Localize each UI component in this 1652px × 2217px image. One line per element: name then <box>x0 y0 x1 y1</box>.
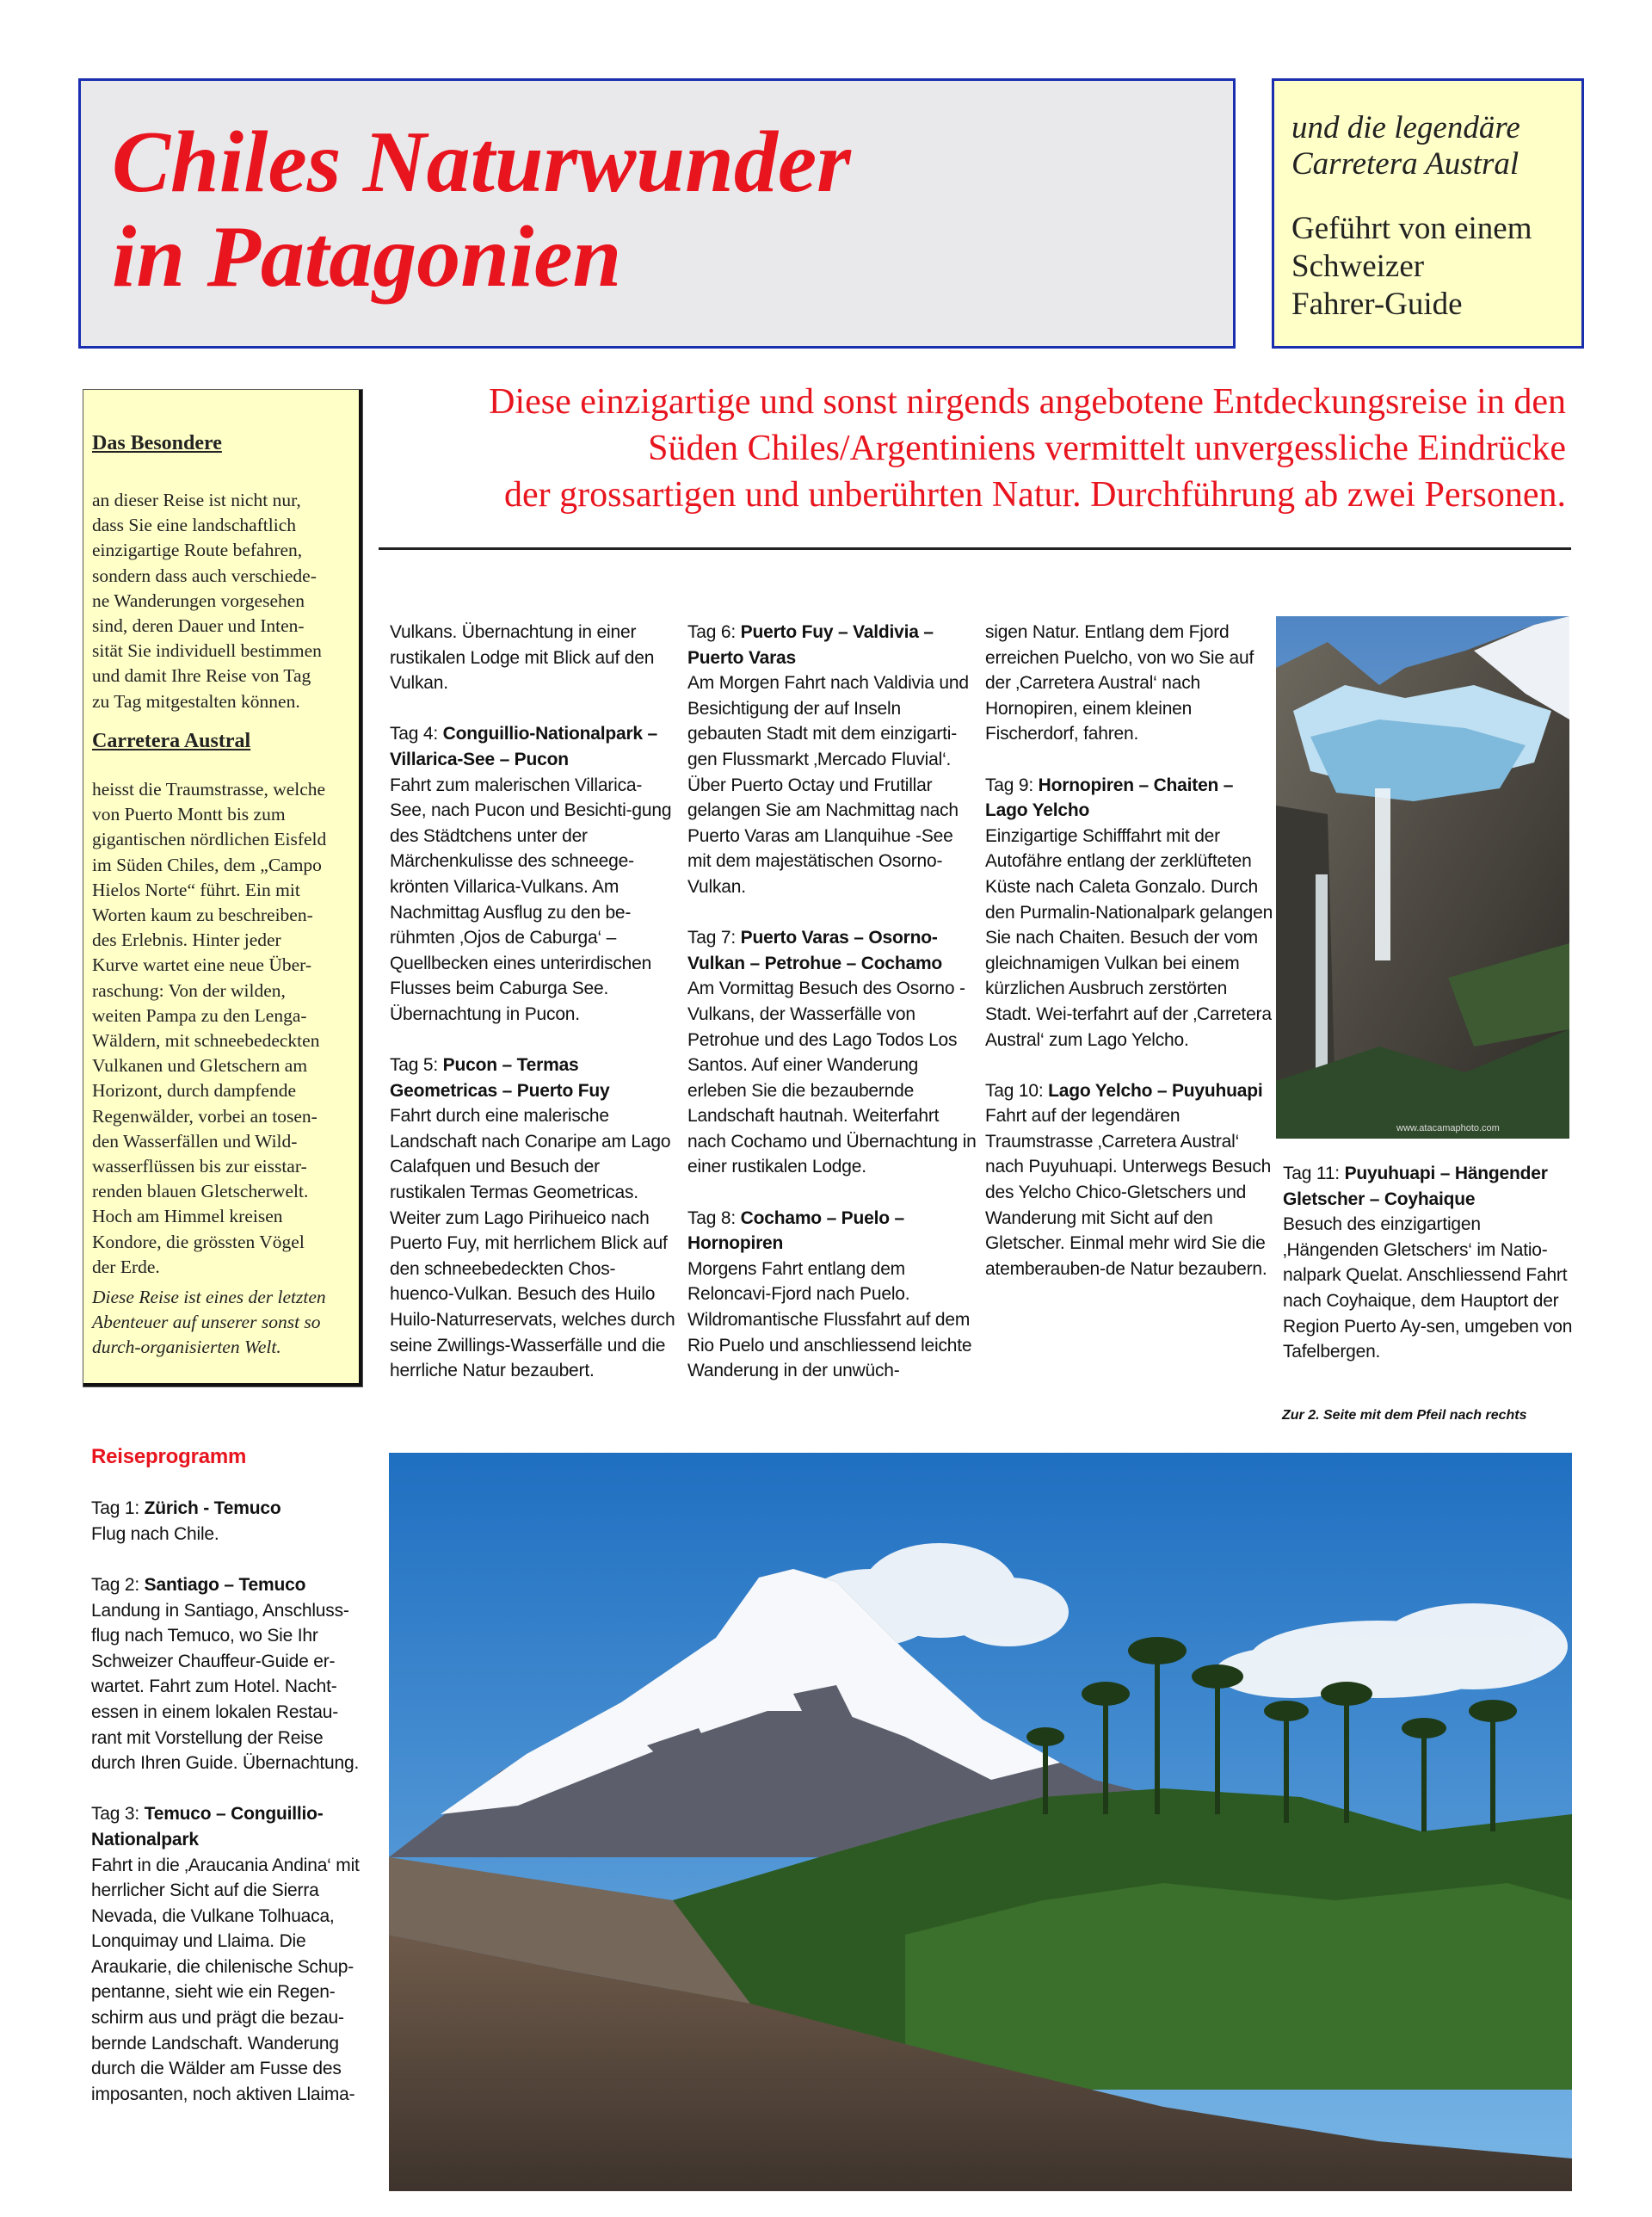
program-heading: Reiseprogramm <box>91 1445 247 1468</box>
special-heading-1: Das Besondere <box>92 432 222 454</box>
intro-line-2: Süden Chiles/Argentiniens vermittelt unvergessliche Eindrücke <box>648 429 1566 468</box>
special-body-2-line: weiten Pampa zu den Lenga- <box>92 1004 307 1026</box>
special-closing-line: Abenteuer auf unserer sonst so <box>92 1312 321 1333</box>
special-body-1-line: sität Sie individuell bestimmen <box>92 640 322 662</box>
special-body-1-line: einzigartige Route befahren, <box>92 540 303 561</box>
special-body-2-line: wasserflüssen bis zur eisstar- <box>92 1156 307 1177</box>
subtitle-line-2: Carretera Austral <box>1291 146 1519 182</box>
day4-entry: Tag 4: Conguillio-Nationalpark – Villarica-See – Pucon Fahrt zum malerischen Villarica-See, nach Pucon und Besichti-gung des Städtchens unter der Märchenkulisse des schneege-krönten Villarica-Vulkans. Am Nachmittag Ausflug zu den be-rühmten ‚Ojos de Caburga‘ – Quellbecken eines unterirdischen Flusses beim Caburga See. Übernachtung in Pucon. <box>390 724 672 1024</box>
special-body-2-line: raschung: Von der wilden, <box>92 979 286 1001</box>
day6-entry: Tag 6: Puerto Fuy – Valdivia – Puerto Varas Am Morgen Fahrt nach Valdivia und Besichtigung der auf Inseln gebauten Stadt mit dem einzigarti-gen Flussmarkt ‚Mercado Fluvial‘. Über Puerto Octay und Frutillar gelangen Sie am Nachmittag nach Puerto Varas am Llanquihue -See mit dem majestätischen Osorno-Vulkan. <box>687 622 969 897</box>
day10-entry: Tag 10: Lago Yelcho – Puyuhuapi Fahrt auf der legendären Traumstrasse ‚Carretera Austral‘ nach Puyuhuapi. Unterwegs Besuch des Yelcho Chico-Gletschers und Wanderung mit Sicht auf den Gletscher. Einmal mehr wird Sie die atemberauben-de Natur bezaubern. <box>985 1080 1272 1279</box>
special-body-2-line: Wäldern, mit schneebedeckten <box>92 1030 320 1052</box>
program-column-3 <box>985 620 1275 1307</box>
special-body-1 <box>92 488 355 714</box>
special-body-2-line: Regenwälder, vorbei an tosen- <box>92 1105 317 1127</box>
day5-entry: Tag 5: Pucon – Termas Geometricas – Puerto Fuy Fahrt durch eine malerische Landschaft nach Conaripe am Lago Calafquen und Besuch der rustikalen Termas Geometricas. Weiter zum Lago Pirihueico nach Puerto Fuy, mit herrlichem Blick auf den schneebedeckten Chos-huenco-Vulkan. Besuch des Huilo Huilo-Naturreservats, welches durch seine Zwillings-Wasserfälle und die herrliche Natur bezaubert. <box>390 1055 675 1381</box>
special-body-2-line: Kondore, die grössten Vögel <box>92 1231 305 1252</box>
special-features-box <box>83 389 363 1387</box>
title-box <box>78 78 1236 349</box>
program-column-4 <box>1283 1161 1575 1390</box>
intro-line-1: Diese einzigartige und sonst nirgends angebotene Entdeckungsreise in den <box>489 382 1566 422</box>
volcano-araucaria-photo <box>389 1453 1572 2191</box>
day2-entry: Tag 2: Santiago – Temuco Landung in Santiago, Anschluss-flug nach Temuco, wo Sie Ihr Schweizer Chauffeur-Guide er-wartet. Fahrt zum Hotel. Nacht-essen in einem lokalen Restau-rant mit Vorstellung der Reise durch Ihren Guide. Übernachtung. <box>91 1574 360 1774</box>
special-body-2 <box>92 777 355 1280</box>
special-body-2-line: renden blauen Gletscherwelt. <box>92 1181 309 1202</box>
day1-entry: Tag 1: Zürich - Temuco Flug nach Chile. <box>91 1498 281 1544</box>
guide-line-3: Fahrer-Guide <box>1291 287 1463 322</box>
special-body-1-line: und damit Ihre Reise von Tag <box>92 665 311 687</box>
special-closing-line: Diese Reise ist eines der letzten <box>92 1287 326 1307</box>
special-closing-line: durch-organisierten Welt. <box>92 1337 281 1358</box>
special-body-1-line: an dieser Reise ist nicht nur, <box>92 490 301 510</box>
special-body-2-line: von Puerto Montt bis zum <box>92 804 286 825</box>
program-column-1 <box>390 620 678 1409</box>
special-body-2-line: der Erde. <box>92 1256 160 1277</box>
special-body-1-line: zu Tag mitgestalten können. <box>92 690 300 712</box>
program-column-2 <box>687 620 977 1409</box>
special-heading-2: Carretera Austral <box>92 730 251 752</box>
special-body-1-line: sondern dass auch verschiede- <box>92 565 317 586</box>
guide-line-2: Schweizer <box>1291 249 1425 284</box>
hanging-glacier-photo <box>1276 616 1569 1139</box>
glacier-illustration <box>1276 616 1569 1139</box>
day11-entry: Tag 11: Puyuhuapi – Hängender Gletscher – Coyhaique Besuch des einzigartigen ‚Hängenden Gletschers‘ im Natio-nalpark Quelat. Anschliessend Fahrt nach Coyhaique, dem Hauptort der Region Puerto Ay-sen, umgeben von Tafelbergen. <box>1283 1164 1573 1362</box>
special-body-2-line: gigantischen nördlichen Eisfeld <box>92 829 327 850</box>
title-line-1: Chiles Naturwunder <box>112 114 851 211</box>
day3-entry: Tag 3: Temuco – Conguillio-Nationalpark Fahrt in die ‚Araucania Andina‘ mit herrlicher Sicht auf die Sierra Nevada, die Vulkane Tolhuaca, Lonquimay und Llaima. Die Araukarie, die chilenische Schup-pentanne, sieht wie ein Regen-schirm aus und prägt die bezau-bernde Landschaft. Wanderung durch die Wälder am Fusse des imposanten, noch aktiven Llaima- <box>91 1804 360 2104</box>
subtitle-box <box>1272 78 1584 349</box>
day9-entry: Tag 9: Hornopiren – Chaiten – Lago Yelcho Einzigartige Schifffahrt mit der Autofähre entlang der zerklüfteten Küste nach Caleta Gonzalo. Durch den Purmalin-Nationalpark gelangen Sie nach Chaiten. Besuch der vom gleichnamigen Vulkan bei einem kürzlichen Ausbruch zerstörten Stadt. Wei-terfahrt auf der ‚Carretera Austral‘ zum Lago Yelcho. <box>985 775 1273 1050</box>
special-body-2-line: Worten kaum zu beschreiben- <box>92 905 313 926</box>
day7-entry: Tag 7: Puerto Varas – Osorno-Vulkan – Petrohue – Cochamo Am Vormittag Besuch des Osorno -Vulkans, der Wasserfälle von Petrohue und des Lago Todos Los Santos. Auf einer Wanderung erleben Sie die bezaubernde Landschaft hautnah. Weiterfahrt nach Cochamo und Übernachtung in einer rustikalen Lodge. <box>687 928 977 1177</box>
title-line-2: in Patagonien <box>112 208 622 306</box>
special-body-2-line: des Erlebnis. Hinter jeder <box>92 929 281 951</box>
glacier-watermark: www.atacamaphoto.com <box>1396 1123 1500 1133</box>
special-body-2-line: Vulkanen und Gletschern am <box>92 1055 308 1077</box>
guide-line-1: Geführt von einem <box>1291 211 1532 246</box>
volcano-illustration <box>389 1453 1572 2191</box>
special-body-2-line: Horizont, durch dampfende <box>92 1080 297 1102</box>
day3-continued: Vulkans. Übernachtung in einer rustikalen Lodge mit Blick auf den Vulkan. <box>390 622 655 694</box>
special-body-1-line: sind, deren Dauer und Inten- <box>92 615 305 637</box>
next-page-note: Zur 2. Seite mit dem Pfeil nach rechts <box>1282 1408 1527 1423</box>
special-body-2-line: Kurve wartet eine neue Über- <box>92 954 312 976</box>
special-closing <box>92 1285 355 1361</box>
special-body-2-line: Hielos Norte“ führt. Ein mit <box>92 879 300 900</box>
special-body-1-line: ne Wanderungen vorgesehen <box>92 590 305 611</box>
special-body-2-line: im Süden Chiles, dem „Campo <box>92 854 322 875</box>
special-body-2-line: heisst die Traumstrasse, welche <box>92 779 326 800</box>
day8-entry: Tag 8: Cochamo – Puelo – Hornopiren Morgens Fahrt entlang dem Reloncavi-Fjord nach Puelo. Wildromantische Flussfahrt auf dem Rio Puelo und anschliessend leichte Wanderung in der unwüch- <box>687 1207 972 1381</box>
special-body-2-line: Hoch am Himmel kreisen <box>92 1206 283 1227</box>
program-column-0 <box>91 1444 367 2133</box>
special-body-1-line: dass Sie eine landschaftlich <box>92 515 297 536</box>
intro-line-3: der grossartigen und unberührten Natur. Durchführung ab zwei Personen. <box>504 475 1566 515</box>
subtitle-line-1: und die legendäre <box>1291 110 1520 145</box>
special-body-2-line: den Wasserfällen und Wild- <box>92 1130 298 1152</box>
day8-continued: sigen Natur. Entlang dem Fjord erreichen Puelcho, von wo Sie auf der ‚Carretera Austral‘ nach Hornopiren, einem kleinen Fischerdorf, fahren. <box>985 622 1254 744</box>
horizontal-rule <box>379 547 1571 550</box>
